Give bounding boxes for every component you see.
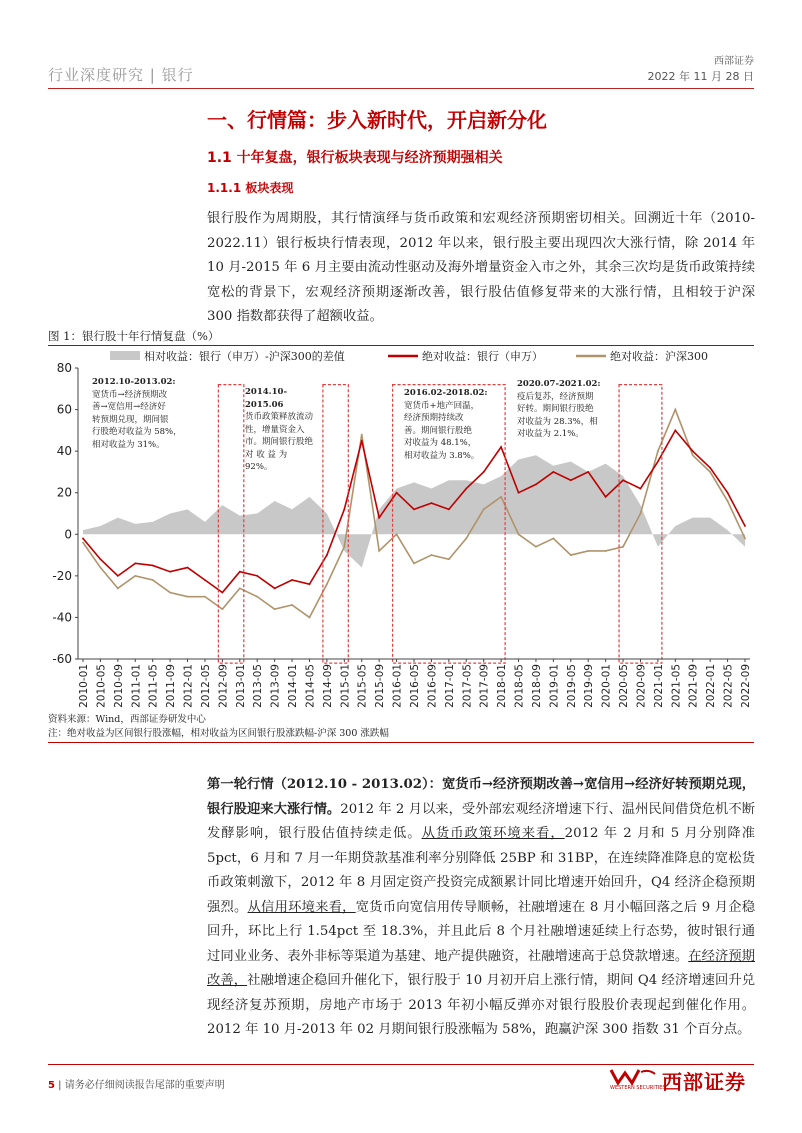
bank-return-line-point — [326, 554, 328, 556]
x-tick-label: 2021-09 — [687, 664, 700, 708]
x-tick-label: 2022-09 — [740, 664, 752, 708]
bank-return-line-point — [483, 471, 485, 473]
x-tick-label: 2019-01 — [548, 664, 561, 708]
bank-return-line-point — [587, 471, 589, 473]
hs300-return-line-point — [640, 513, 642, 515]
x-tick-label: 2019-09 — [583, 664, 596, 708]
text-run: 社融增速企稳回升催化下，银行股于 10 月初开启上涨行情，期间 Q4 经济增速回升兑现经济复苏预期，房地产市场于 2013 年初小幅反弹亦对银行股股价表现起到催化作用。2012 年 10 月-2013 年 02 月期间银行股涨幅为 58%，跑赢沪深 300 指数 31 个百分点。 — [207, 973, 756, 1037]
x-tick-label: 2020-01 — [600, 664, 613, 708]
annotation-line: 市。期间银行股绝 — [245, 437, 314, 447]
y-tick-label: 20 — [56, 485, 72, 500]
bank-return-line-point — [727, 492, 729, 494]
x-tick-label: 2013-05 — [252, 664, 265, 708]
report-date: 2022 年 11 月 28 日 — [647, 70, 754, 83]
underlined-run: 从信用环境来看， — [247, 899, 356, 915]
x-tick-label: 2013-09 — [269, 664, 282, 708]
hs300-return-line-point — [239, 587, 241, 589]
x-tick-label: 2010-09 — [112, 664, 125, 708]
x-tick-label: 2012-05 — [199, 664, 212, 708]
y-tick-label: -20 — [52, 568, 72, 583]
annotation-line: 善→宽信用→经济好 — [92, 402, 166, 412]
annotation-line: 货币政策释放流动 — [245, 412, 314, 422]
hs300-return-line-point — [622, 546, 624, 548]
x-tick-label: 2010-05 — [95, 664, 108, 708]
figure-source — [48, 713, 389, 741]
footer-divider — [48, 1064, 754, 1065]
hs300-return-line-point — [518, 533, 520, 535]
bank-return-line-point — [413, 508, 415, 510]
hs300-return-line-point — [221, 608, 223, 610]
bank-return-line-point — [221, 592, 223, 594]
intro-paragraph: 银行股作为周期股，其行情演绎与货币政策和宏观经济预期密切相关。回溯近十年（2010-2022.11）银行板块行情表现，2012 年以来，银行股主要出现四次大涨行情，除 2014 年 10 月-2015 年 6 月主要由流动性驱动及海外增量资金入市之外，其余三次均是货币政策持续宽松的背景下，宏观经济预期逐渐改善，银行股估值修复带来的大涨行情，且相较于沪深 300 指数都获得了超额收益。 — [207, 211, 755, 324]
hs300-return-line-point — [117, 587, 119, 589]
x-tick-label: 2017-09 — [478, 664, 491, 708]
bank-return-line-point — [204, 579, 206, 581]
page-number: 5 — [48, 1080, 55, 1091]
bank-return-line-point — [256, 575, 258, 577]
bank-return-line-point — [274, 587, 276, 589]
bank-return-line-point — [82, 538, 84, 540]
hs300-return-line-point — [727, 500, 729, 502]
x-tick-label: 2022-05 — [722, 664, 735, 708]
subsection-heading: 1.1 十年复盘，银行板块表现与经济预期强相关 — [207, 150, 503, 166]
text-run: 2012 年 2 月以来，受外部宏观经济增速下行、温州民间借贷危机不断发酵影响，银行股估值持续走低。 — [207, 801, 755, 841]
bank-return-line-point — [605, 496, 607, 498]
subsubsection-heading: 1.1.1 板块表现 — [207, 181, 294, 195]
x-tick-label: 2021-05 — [670, 664, 683, 708]
hs300-return-line-point — [100, 567, 102, 569]
bank-return-line-point — [361, 440, 363, 442]
legend-label: 绝对收益：银行（申万） — [422, 350, 543, 363]
bank-return-line-point — [152, 565, 154, 567]
hs300-return-line-point — [309, 617, 311, 619]
annotation-line: 宽货币+地产回温， — [404, 400, 480, 411]
annotation-line: 宽货币→经济预期改 — [92, 389, 168, 400]
header-firm: 西部证券 — [714, 56, 754, 67]
annotation-period: 2020.07-2021.02: — [517, 379, 601, 389]
x-tick-label: 2016-05 — [409, 664, 421, 708]
bank-return-line-point — [309, 583, 311, 585]
x-tick-label: 2018-05 — [513, 664, 526, 708]
x-tick-label: 2021-01 — [652, 664, 665, 708]
note-text: 注：绝对收益为区间银行股涨幅，相对收益为区间银行股涨跌幅-沪深 300 涨跌幅 — [48, 728, 389, 739]
x-tick-label: 2012-09 — [217, 664, 230, 708]
footer-left: 5 | 请务必仔细阅读报告尾部的重要声明 — [48, 1080, 225, 1091]
x-tick-label: 2017-05 — [461, 664, 474, 708]
x-tick-label: 2019-05 — [565, 664, 578, 708]
source-divider — [48, 742, 754, 743]
hs300-return-line-point — [256, 596, 258, 598]
annotation-line: 92%。 — [245, 462, 273, 472]
x-tick-label: 2018-09 — [530, 664, 543, 708]
bank-return-line-point — [291, 579, 293, 581]
x-tick-label: 2015-05 — [356, 664, 369, 708]
hs300-return-line-point — [152, 579, 154, 581]
annotation-2014 — [245, 386, 319, 474]
bank-return-line-point — [552, 471, 554, 473]
text-run: 2012 年 2 月和 5 月分别降准 5pct，6 月和 7 月一年期贷款基准利率分别降低 25BP 和 31BP，在连续降准降息的宽松货币政策刺激下，2012 年 8 月固定资产投资完成额累计同比增速开始回升，Q4 经济企稳预期强烈。 — [207, 826, 756, 915]
disclaimer: 请务必仔细阅读报告尾部的重要声明 — [64, 1080, 225, 1091]
annotation-line: 对收益为 48.1%， — [404, 438, 477, 448]
chart-legend — [110, 349, 708, 363]
annotation-line: 行股绝对收益为 58%， — [92, 427, 182, 437]
logo-english: WESTERN SECURITIES — [610, 1085, 666, 1091]
hs300-return-line-point — [291, 604, 293, 606]
hs300-return-line-point — [570, 554, 572, 556]
logo-text: 西部证券 — [662, 1070, 746, 1094]
hs300-return-line-point — [378, 550, 380, 552]
relative-return-area — [83, 455, 745, 567]
annotation-line: 相对收益为 31%。 — [92, 439, 165, 450]
x-tick-label: 2011-01 — [130, 664, 143, 708]
text-run: 宽货币向宽信用传导顺畅，社融增速在 8 月小幅回落之后 9 月企稳回升，环比上行 1.54pct 至 18.3%，并且此后 8 个月社融增速延续上行态势，彼时银行通过同业业务、表外非标等渠道为基建、地产提供融资，社融增速高于总贷款增速。 — [207, 899, 756, 964]
annotation-line: 好转。期间银行股绝 — [517, 404, 594, 414]
bank-return-line-point — [500, 446, 502, 448]
bank-return-line-point — [100, 558, 102, 560]
x-tick-label: 2011-09 — [165, 664, 178, 708]
bank-return-line-point — [692, 450, 694, 452]
annotation-period: 2012.10-2013.02: — [92, 377, 176, 387]
annotation-line: 对 收 益 为 — [245, 449, 288, 460]
x-tick-label: 2012-01 — [182, 664, 195, 708]
hs300-return-line-point — [465, 538, 467, 540]
x-tick-label: 2014-09 — [321, 664, 334, 708]
western-logo-icon — [608, 1068, 658, 1086]
hs300-return-line-point — [448, 558, 450, 560]
bank-return-line-point — [674, 429, 676, 431]
hs300-return-line-point — [326, 583, 328, 585]
annotation-period: 2014.10-2015.06 — [245, 387, 287, 410]
hs300-return-line-point — [343, 546, 345, 548]
y-tick-label: -60 — [52, 652, 72, 666]
x-tick-label: 2016-01 — [391, 664, 404, 708]
figure-title: 图 1：银行股十年行情复盘（%） — [48, 329, 220, 343]
annotation-period: 2016.02-2018.02: — [404, 388, 488, 398]
bank-return-line-point — [657, 461, 659, 463]
y-tick-label: 80 — [56, 361, 72, 375]
bank-return-line-point — [134, 562, 136, 564]
hs300-return-line-point — [744, 538, 746, 540]
bank-return-line-point — [448, 508, 450, 510]
x-tick-label: 2018-01 — [496, 664, 509, 708]
x-tick-label: 2022-01 — [705, 664, 718, 708]
hs300-return-line-point — [535, 546, 537, 548]
bank-return-line-point — [535, 484, 537, 486]
x-tick-label: 2013-01 — [234, 664, 247, 708]
x-tick-label: 2020-05 — [618, 664, 631, 708]
hs300-return-line-point — [396, 533, 398, 535]
bank-return-line-point — [169, 571, 171, 573]
annotation-2020 — [517, 378, 613, 441]
hs300-return-line-point — [500, 496, 502, 498]
hs300-return-line-point — [674, 409, 676, 411]
bank-return-line-point — [117, 575, 119, 577]
bank-return-line-point — [187, 567, 189, 569]
bank-return-line-point — [709, 467, 711, 469]
annotation-line: 性，增量资金入 — [245, 424, 305, 435]
hs300-return-line-point — [361, 434, 363, 436]
legend-label: 绝对收益：沪深300 — [610, 350, 708, 363]
x-tick-label: 2011-05 — [147, 664, 160, 708]
source-text: 资料来源：Wind，西部证券研发中心 — [48, 714, 206, 725]
hs300-return-line-point — [605, 550, 607, 552]
hs300-return-line-point — [82, 542, 84, 544]
bank-return-line-point — [239, 571, 241, 573]
hs300-return-line-point — [274, 608, 276, 610]
annotation-2012 — [92, 376, 204, 451]
hs300-return-line-point — [552, 538, 554, 540]
bank-return-line-point — [378, 517, 380, 519]
bank-return-line-point — [518, 492, 520, 494]
x-tick-label: 2015-09 — [374, 664, 387, 708]
hs300-return-line-point — [587, 550, 589, 552]
hs300-return-line-point — [134, 575, 136, 577]
bank-return-line-point — [640, 488, 642, 490]
y-tick-label: 0 — [64, 527, 72, 542]
hs300-return-line-point — [692, 454, 694, 456]
legend-label: 相对收益：银行（申万）-沪深300的差值 — [144, 350, 345, 363]
annotation-line: 经济预期持续改 — [404, 413, 464, 423]
y-tick-label: 40 — [56, 444, 72, 459]
bank-return-line-point — [622, 479, 624, 481]
x-tick-label: 2016-09 — [426, 664, 439, 708]
report-category: 行业深度研究 | 银行 — [48, 66, 194, 84]
hs300-return-line-point — [483, 508, 485, 510]
annotation-2016 — [404, 387, 498, 462]
underlined-run: 从货币政策环境来看， — [421, 826, 565, 841]
annotation-line: 善。期间银行股绝 — [404, 425, 473, 436]
underlined-run: 在经济预期改善， — [207, 948, 756, 988]
annotation-line: 对收益为 28.3%，相 — [517, 416, 598, 427]
bank-return-line-point — [343, 508, 345, 510]
round-one-paragraph — [207, 773, 755, 1043]
hs300-return-line-point — [657, 450, 659, 452]
x-tick-label: 2014-05 — [304, 664, 317, 708]
bank-return-line-point — [431, 502, 433, 504]
annotation-line: 相对收益为 3.8%。 — [404, 450, 480, 461]
annotation-line: 对收益为 2.1%。 — [517, 429, 584, 439]
hs300-return-line-point — [169, 592, 171, 594]
legend-swatch — [110, 351, 140, 360]
bank-return-line-point — [465, 488, 467, 490]
y-tick-label: -40 — [52, 610, 72, 625]
annotation-line: 转预期兑现，期间银 — [92, 414, 169, 425]
bold-lead: 第一轮行情（2012.10 - 2013.02）：宽货币→经济预期改善→宽信用→经济好转预期兑现，银行股迎来大涨行情。 — [207, 777, 755, 817]
hs300-return-line-point — [187, 596, 189, 598]
hs300-return-line-point — [431, 554, 433, 556]
bank-return-line-point — [396, 492, 398, 494]
x-tick-label: 2014-01 — [287, 664, 300, 708]
section-heading: 一、行情篇：步入新时代，开启新分化 — [207, 108, 547, 132]
x-tick-label: 2015-01 — [339, 664, 352, 708]
hs300-return-line-point — [709, 471, 711, 473]
hs300-return-line-point — [204, 596, 206, 598]
hs300-return-line-point — [413, 562, 415, 564]
y-tick-label: 60 — [56, 402, 72, 417]
bank-return-line-point — [744, 525, 746, 527]
annotation-line: 疫后复苏，经济预期 — [517, 391, 594, 402]
bank-return-line-point — [570, 479, 572, 481]
x-tick-label: 2010-01 — [78, 664, 90, 708]
x-tick-label: 2017-01 — [443, 664, 456, 708]
header-divider — [48, 88, 754, 89]
x-tick-label: 2020-09 — [635, 664, 648, 708]
